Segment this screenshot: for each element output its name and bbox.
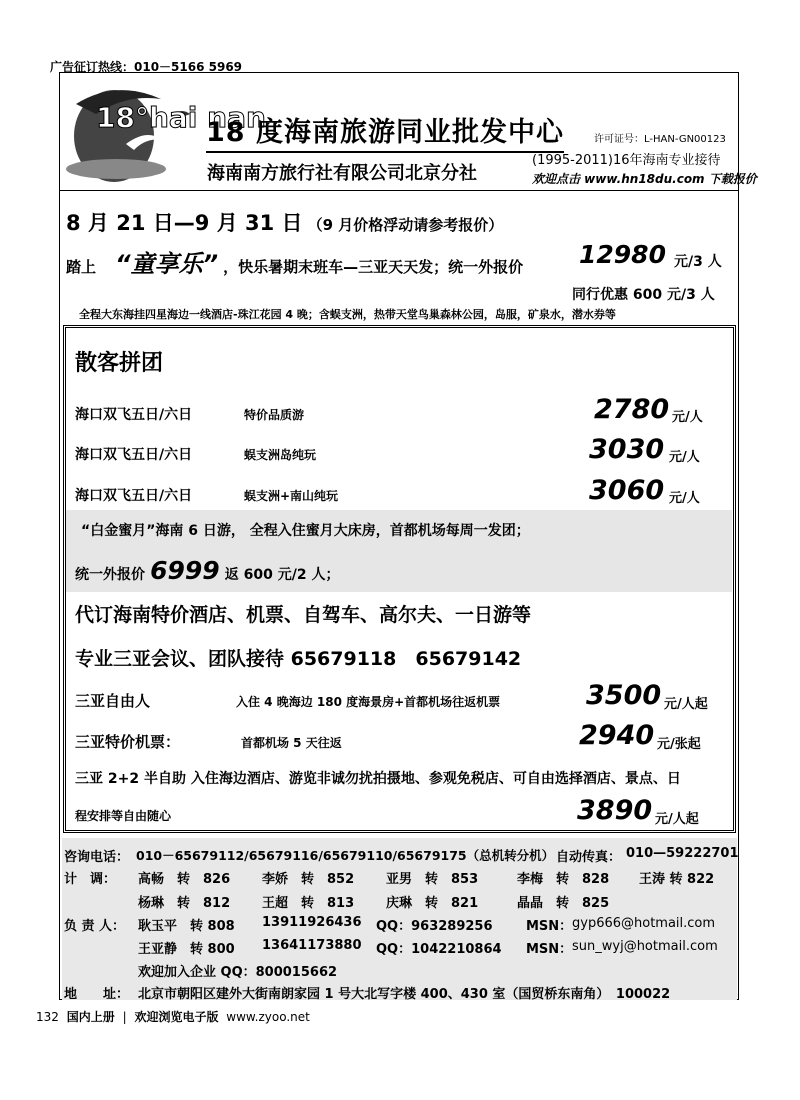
website-link[interactable]: 欢迎点击 www.hn18du.com 下载报价: [532, 172, 757, 186]
dispatch-contact: 杨琳 转 812: [138, 896, 231, 911]
route-desc: 蜈支洲+南山纯玩: [244, 489, 339, 503]
manager-phone: 13911926436: [262, 915, 362, 930]
manager-phone: 13641173880: [262, 938, 362, 953]
dispatch-contact: 王超 转 813: [262, 896, 355, 911]
logo-text: 18°hai nan: [96, 101, 266, 134]
page-number: 132: [36, 1010, 59, 1024]
welcome-text: 欢迎浏览电子版: [134, 1010, 219, 1024]
footer: [36, 1008, 310, 1025]
semi-self-desc: 三亚 2+2 半自助 入住海边酒店、游览非诚勿扰拍摄地、参观免税店、可自由选择酒店、景点、日: [75, 771, 681, 787]
sanya-product-price: 3500: [586, 680, 662, 711]
company-qq: 欢迎加入企业 QQ：800015662: [138, 965, 338, 980]
promo-desc: ，快乐暑期末班车—三亚天天发；统一外报价: [223, 258, 524, 276]
dispatch-contact: 亚男 转 853: [386, 872, 479, 887]
page-title: 18 度海南旅游同业批发中心: [206, 110, 564, 153]
honeymoon-price: 6999: [150, 556, 220, 585]
palm-logo-icon: [66, 84, 196, 189]
date-range: [66, 207, 503, 237]
inquiry-label: 咨询电话：: [64, 850, 130, 865]
header-divider: [60, 190, 738, 191]
dispatch-label: 计 调：: [64, 872, 117, 887]
dispatch-contact: 庆琳 转 821: [386, 896, 479, 911]
route-label: 海口双飞五日/六日: [75, 488, 193, 504]
honeymoon-suffix: 返 600 元/2 人；: [224, 567, 340, 583]
manager-label: 负 责 人：: [64, 919, 126, 934]
address-label: 地 址：: [64, 987, 130, 1002]
dispatch-contact: 王涛 转 822: [639, 872, 715, 887]
honeymoon-price-line: [75, 556, 339, 585]
sanya-product-name: 三亚特价机票：: [75, 733, 181, 751]
address: 北京市朝阳区建外大街南朗家园 1 号大北写字楼 400、430 室（国贸桥东南角） 100022: [138, 987, 671, 1002]
manager-name: 耿玉平 转 808: [138, 919, 235, 934]
promo-price: 12980: [579, 240, 666, 269]
manager-email[interactable]: sun_wyj@hotmail.com: [572, 939, 718, 954]
meeting-services: 专业三亚会议、团队接待 65679118 65679142: [75, 648, 522, 670]
manager-msn: MSN：: [526, 942, 573, 957]
logo: [66, 84, 266, 189]
date-text: 8 月 21 日—9 月 31 日: [66, 211, 303, 235]
route-label: 海口双飞五日/六日: [75, 407, 193, 423]
agency-services: 代订海南特价酒店、机票、自驾车、高尔夫、一日游等: [75, 604, 532, 626]
semi-self-price: 3890: [577, 795, 653, 826]
route-desc: 特价品质游: [244, 408, 305, 422]
sanya-product-desc: 入住 4 晚海边 180 度海景房+首都机场往返机票: [236, 695, 501, 709]
dispatch-contact: 李娇 转 852: [262, 872, 355, 887]
dispatch-contact: 高畅 转 826: [138, 872, 231, 887]
footer-url[interactable]: www.zyoo.net: [226, 1010, 310, 1024]
manager-email[interactable]: gyp666@hotmail.com: [572, 916, 716, 931]
dispatch-contact: 李梅 转 828: [517, 872, 610, 887]
license-number: 许可证号：L-HAN-GN00123: [594, 134, 726, 145]
route-unit: 元/人: [669, 491, 700, 506]
route-unit: 元/人: [669, 450, 700, 465]
inquiry-phones: 010－65679112/65679116/65679110/65679175（总机转分机）: [136, 848, 555, 863]
semi-self-unit: 元/人起: [655, 812, 699, 827]
route-price: 3060: [589, 475, 665, 506]
route-price: 3030: [589, 434, 665, 465]
route-price: 2780: [594, 394, 670, 425]
manager-name: 王亚静 转 800: [138, 942, 235, 957]
sanya-product-desc: 首都机场 5 天往返: [241, 736, 342, 750]
sanya-product-unit: 元/人起: [664, 697, 708, 712]
semi-self-desc-cont: 程安排等自由随心: [75, 809, 172, 823]
sanya-product-price: 2940: [579, 720, 655, 751]
contact-section: [62, 838, 737, 1000]
promo-unit: 元/3 人: [674, 254, 722, 270]
honeymoon-desc: “白金蜜月”海南 6 日游， 全程入住蜜月大床房，首都机场每周一发团；: [81, 523, 530, 539]
peer-discount: 同行优惠 600 元/3 人: [572, 287, 715, 303]
fax-number: 010—59222701: [626, 846, 739, 861]
manager-qq: QQ：1042210864: [376, 942, 502, 957]
route-desc: 蜈支洲岛纯玩: [244, 448, 317, 462]
promo-prefix: 踏上: [66, 258, 97, 276]
fax-label: 自动传真：: [556, 850, 622, 865]
group-title: 散客拼团: [75, 351, 164, 376]
promo-line: [66, 244, 523, 279]
footer-separator: |: [122, 1010, 127, 1024]
ad-hotline: 广告征订热线：010－5166 5969: [50, 60, 243, 74]
promo-name: “童享乐”: [115, 250, 219, 278]
section-name: 国内上册: [66, 1010, 115, 1024]
years-note: (1995-2011)16年海南专业接待: [532, 153, 721, 168]
company-name: 海南南方旅行社有限公司北京分社: [207, 163, 477, 184]
date-note: （9 月价格浮动请参考报价）: [307, 216, 504, 234]
manager-qq: QQ：963289256: [376, 919, 493, 934]
dispatch-contact: 晶晶 转 825: [517, 896, 610, 911]
route-label: 海口双飞五日/六日: [75, 447, 193, 463]
honeymoon-prefix: 统一外报价: [75, 567, 145, 583]
sanya-product-unit: 元/张起: [657, 737, 701, 752]
promo-itinerary: 全程大东海挂四星海边一线酒店-珠江花园 4 晚；含蜈支洲，热带天堂鸟巢森林公园，岛服，矿泉水，潜水券等: [79, 308, 616, 321]
manager-msn: MSN：: [526, 919, 573, 934]
sanya-product-name: 三亚自由人: [75, 692, 151, 710]
route-unit: 元/人: [672, 410, 703, 425]
